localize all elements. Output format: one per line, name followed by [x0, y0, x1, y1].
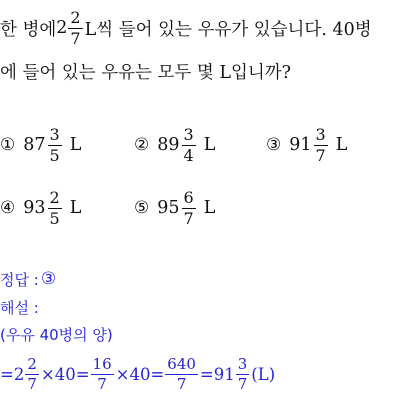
fraction-denominator: 7 — [315, 145, 326, 165]
fraction-numerator: 6 — [183, 187, 194, 207]
option-4[interactable] — [0, 188, 81, 228]
question-text-end: L씩 들어 있는 우유가 있습니다. 40병 — [84, 19, 372, 40]
eq-fraction-3 — [165, 354, 198, 393]
fraction-denominator: 5 — [49, 145, 60, 165]
option-fraction — [314, 124, 328, 165]
fraction-denominator: 5 — [49, 208, 60, 228]
option-whole: 95 — [157, 198, 180, 218]
fraction-denominator: 7 — [27, 374, 37, 393]
answer-value: ③ — [40, 269, 57, 289]
fraction-denominator: 7 — [237, 374, 248, 393]
eq-part-4: =91 — [199, 364, 235, 384]
fraction-numerator: 640 — [167, 354, 196, 373]
eq-fraction-2 — [91, 354, 114, 393]
option-fraction — [48, 124, 62, 165]
fraction-numerator: 2 — [49, 187, 60, 207]
fraction-numerator: 3 — [315, 124, 326, 144]
eq-fraction-4 — [236, 354, 250, 393]
fraction-numerator: 2 — [70, 7, 81, 27]
fraction-denominator: 7 — [176, 374, 187, 393]
question-text-start: 한 병에 — [0, 19, 57, 40]
explanation-label: 해설 : — [0, 298, 39, 317]
fraction-numerator: 16 — [92, 354, 112, 373]
fraction-denominator: 7 — [183, 208, 194, 228]
option-1[interactable] — [0, 125, 81, 165]
option-mark: ⑤ — [134, 198, 150, 218]
mixed-number-fraction — [68, 7, 82, 48]
option-fraction — [182, 187, 196, 228]
option-mark: ① — [0, 135, 16, 155]
option-2[interactable] — [134, 125, 215, 165]
explanation-label-line — [0, 296, 39, 318]
option-whole: 93 — [23, 198, 46, 218]
option-unit: L — [69, 198, 82, 218]
option-mark: ② — [134, 135, 150, 155]
fraction-numerator: 3 — [237, 354, 248, 373]
option-unit: L — [203, 198, 216, 218]
eq-fraction-1 — [25, 354, 39, 393]
fraction-numerator: 3 — [49, 124, 60, 144]
fraction-denominator: 4 — [183, 145, 194, 165]
answer-label: 정답 : — [0, 270, 39, 289]
option-unit: L — [69, 135, 82, 155]
question-text-line2: 에 들어 있는 우유는 모두 몇 L입니까? — [0, 62, 292, 83]
option-whole: 89 — [157, 135, 180, 155]
option-unit: L — [203, 135, 216, 155]
explanation-note-line — [0, 323, 113, 345]
fraction-numerator: 3 — [183, 124, 194, 144]
answer-line — [0, 268, 64, 290]
option-fraction — [182, 124, 196, 165]
eq-unit: (L) — [251, 364, 276, 384]
explanation-equation — [0, 352, 275, 396]
eq-part-2: ×40= — [40, 364, 90, 384]
question-line-1 — [0, 8, 372, 48]
fraction-denominator: 7 — [97, 374, 107, 393]
option-whole: 87 — [23, 135, 46, 155]
option-fraction — [48, 187, 62, 228]
explanation-note: (우유 40병의 양) — [0, 325, 113, 344]
eq-part-3: ×40= — [115, 364, 165, 384]
mixed-number-whole: 2 — [56, 18, 68, 38]
option-5[interactable] — [134, 188, 215, 228]
option-whole: 91 — [289, 135, 312, 155]
option-mark: ③ — [266, 135, 282, 155]
option-3[interactable] — [266, 125, 347, 165]
fraction-denominator: 7 — [70, 28, 81, 48]
question-line-2 — [0, 58, 291, 84]
eq-part-1: =2 — [0, 364, 25, 384]
fraction-numerator: 2 — [27, 354, 37, 373]
option-unit: L — [335, 135, 348, 155]
option-mark: ④ — [0, 198, 16, 218]
